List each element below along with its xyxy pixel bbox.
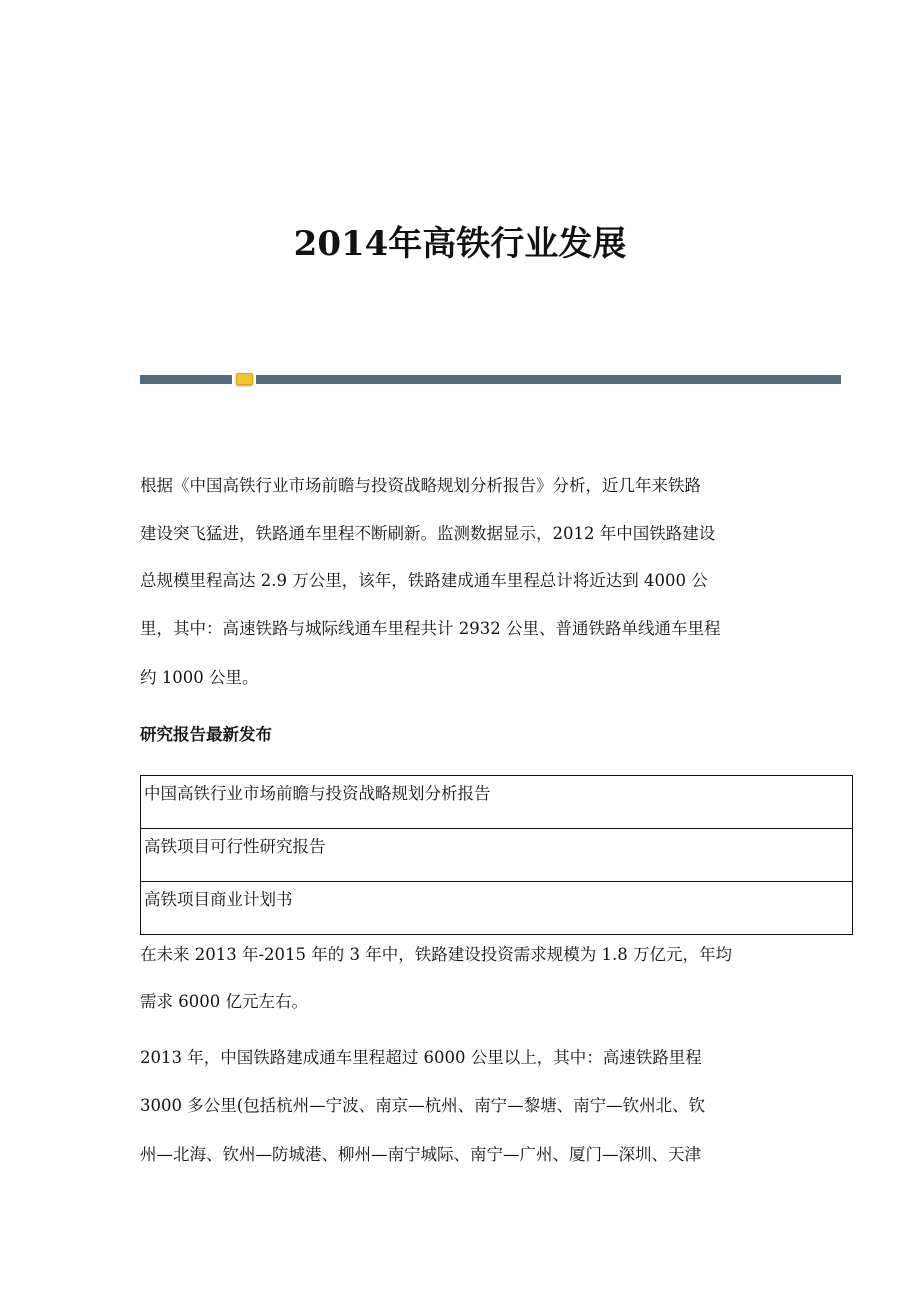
divider-left xyxy=(140,375,232,384)
paragraph-line: 3000 多公里(包括杭州—宁波、南京—杭州、南宁—黎塘、南宁—钦州北、钦 xyxy=(140,1096,706,1115)
paragraph-line: 州—北海、钦州—防城港、柳州—南宁城际、南宁—广州、厦门—深圳、天津 xyxy=(140,1145,701,1164)
report-link[interactable]: 高铁项目商业计划书 xyxy=(141,882,853,935)
divider-ornament-icon xyxy=(236,373,253,385)
paragraph-line: 建设突飞猛进，铁路通车里程不断刷新。监测数据显示，2012 年中国铁路建设 xyxy=(140,524,716,543)
divider-right xyxy=(256,375,841,384)
page-title: 2014年高铁行业发展 xyxy=(293,224,627,264)
table-row xyxy=(141,882,853,935)
paragraph-line: 2013 年，中国铁路建成通车里程超过 6000 公里以上，其中：高速铁路里程 xyxy=(140,1048,702,1067)
report-link[interactable]: 高铁项目可行性研究报告 xyxy=(141,829,853,882)
paragraph-line: 需求 6000 亿元左右。 xyxy=(140,992,308,1011)
paragraph-line: 里，其中：高速铁路与城际线通车里程共计 2932 公里、普通铁路单线通车里程 xyxy=(140,619,721,638)
paragraph-line: 总规模里程高达 2.9 万公里，该年，铁路建成通车里程总计将近达到 4000 公 xyxy=(140,571,708,590)
section-heading: 研究报告最新发布 xyxy=(140,725,272,744)
report-link[interactable]: 中国高铁行业市场前瞻与投资战略规划分析报告 xyxy=(141,776,853,829)
paragraph-line: 根据《中国高铁行业市场前瞻与投资战略规划分析报告》分析，近几年来铁路 xyxy=(140,476,701,495)
reports-table xyxy=(140,775,853,935)
table-row xyxy=(141,829,853,882)
table-row xyxy=(141,776,853,829)
paragraph-line: 在未来 2013 年-2015 年的 3 年中，铁路建设投资需求规模为 1.8 万亿元，年均 xyxy=(140,945,733,964)
paragraph-line: 约 1000 公里。 xyxy=(140,668,259,687)
